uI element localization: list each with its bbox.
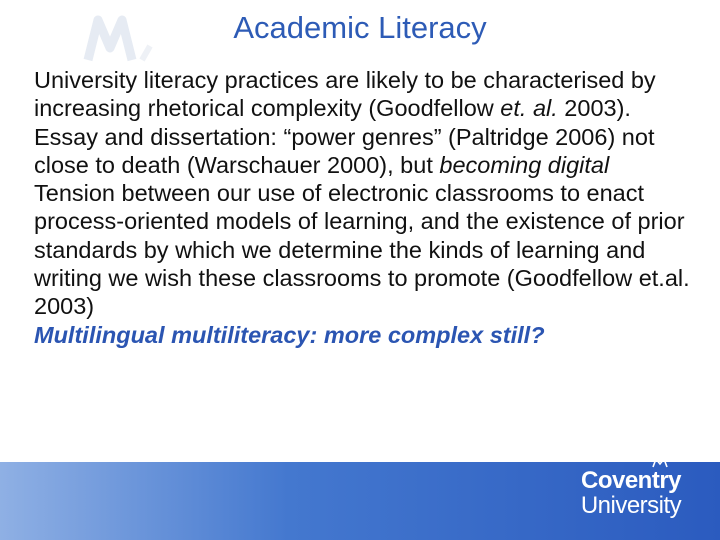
slide-title: Academic Literacy [233,10,487,45]
paragraph-text: 2003). [557,95,631,122]
paragraph-text: Essay and dissertation: “power genres” (Paltridge 2006) not close to death (Warschauer 2000), but [34,123,655,178]
paragraph-multiliteracy: Multilingual multiliteracy: more complex still? [34,321,545,348]
italic-et-al: et. al. [500,95,558,122]
coventry-university-logo [576,463,686,518]
paragraph-power-genres [34,123,704,180]
paragraph-text: University literacy practices are likely to be characterised by increasing rhetorical complexity (Goodfellow [34,67,656,122]
italic-becoming-digital: becoming digital [439,151,610,178]
paragraph-literacy-practices [34,66,704,123]
logo-line-1: Coventry [580,467,682,494]
slide-body [34,66,704,349]
paragraph-tension: Tension between our use of electronic classrooms to enact process-oriented models of learning, and the existence of prior standards by which we determine the kinds of learning and writing we wish these classrooms to promote (Goodfellow et.al. 2003) [34,180,690,320]
logo-line-2: University [580,492,682,519]
